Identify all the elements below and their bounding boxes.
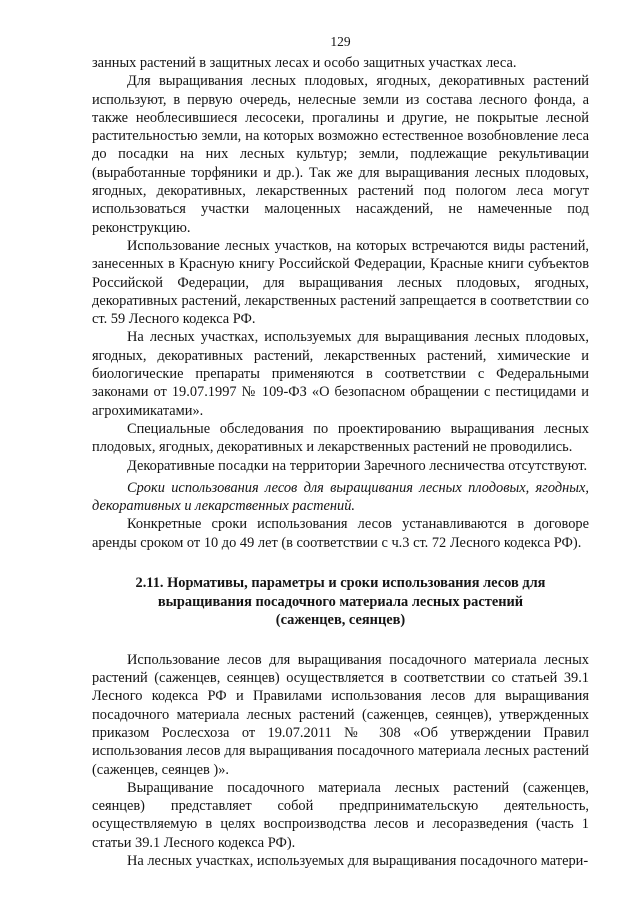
paragraph-decorative-plantings: Декоративные посадки на территории Заречного лесничества отсутствуют.	[127, 457, 588, 474]
section-heading-line-3: (саженцев, сеянцев)	[275, 612, 406, 629]
paragraph-lease-terms: Конкретные сроки использования лесов устанавливаются в договоре аренды сроком от 10 до 49 лет (в соответствии с ч.3 ст. 72 Лесного кодекса РФ).	[92, 516, 589, 551]
section-heading-line-2: выращивания посадочного материала лесных растений	[157, 593, 524, 610]
paragraph-final-fragment: На лесных участках, используемых для выращивания посадочного матери-	[127, 853, 589, 870]
paragraph-land-for-cultivation: Для выращивания лесных плодовых, ягодных, декоративных растений используют, в первую очередь, нелесные земли из состава лесного фонда, а также необлесившиеся лесосеки, прогалины и другие, не покрытые лесной растительностью земли, на которых возможно естественное возобновление леса до посадки на них лесных культур; земли, подлежащие рекультивации (выработанные торфяники и др.). Так же для выращивания лесных плодовых, ягодных, декоративных, лекарственных растений под пологом леса могут использоваться участки малоценных насаждений, не намеченные под реконструкцию.	[92, 73, 589, 236]
paragraph-planting-material-use: Использование лесов для выращивания посадочного материала лесных растений (саженцев, сеянцев) осуществляется в соответствии со статьей 39.1 Лесного кодекса РФ и Правилами использования лесов для выращивания посадочного материала лесных растений (саженцев, сеянцев), утвержденных приказом Рослесхоза от 19.07.2011 № 308 «Об утверждении Правил использования лесов для выращивания посадочного материала лесных растений (саженцев, сеянцев )».	[92, 651, 589, 778]
paragraph-entrepreneurial-activity: Выращивание посадочного материала лесных растений (саженцев, сеянцев) представляет собой предпринимательскую деятельность, осуществляемую в целях воспроизводства лесов и лесоразведения (часть 1 статьи 39.1 Лесного кодекса РФ).	[92, 779, 589, 851]
paragraph-special-surveys: Специальные обследования по проектированию выращивания лесных плодовых, ягодных, декоративных и лекарственных растений не проводились.	[92, 420, 589, 456]
section-heading	[92, 574, 589, 630]
page-number: 129	[330, 34, 351, 49]
document-page	[92, 34, 589, 870]
paragraph-italic-subheading: Сроки использования лесов для выращивания лесных плодовых, ягодных, декоративных и лекарственных растений.	[92, 479, 589, 515]
paragraph-continuation: занных растений в защитных лесах и особо защитных участках леса.	[92, 55, 517, 71]
section-heading-line-1: 2.11. Нормативы, параметры и сроки использования лесов для	[135, 575, 546, 592]
paragraph-red-book-restriction: Использование лесных участков, на которых встречаются виды растений, занесенных в Красную книгу Российской Федерации, Красные книги субъектов Российской Федерации, для выращивания лесных плодовых, ягодных, декоративных растений, лекарственных растений запрещается в соответствии со ст. 59 Лесного кодекса РФ.	[92, 237, 589, 328]
paragraph-chemical-preparations: На лесных участках, используемых для выращивания лесных плодовых, ягодных, декоративных растений, лекарственных растений, химические и биологические препараты применяются в соответствии с Федеральными законами от 19.07.1997 № 109-ФЗ «О безопасном обращении с пестицидами и агрохимикатами».	[92, 329, 589, 419]
